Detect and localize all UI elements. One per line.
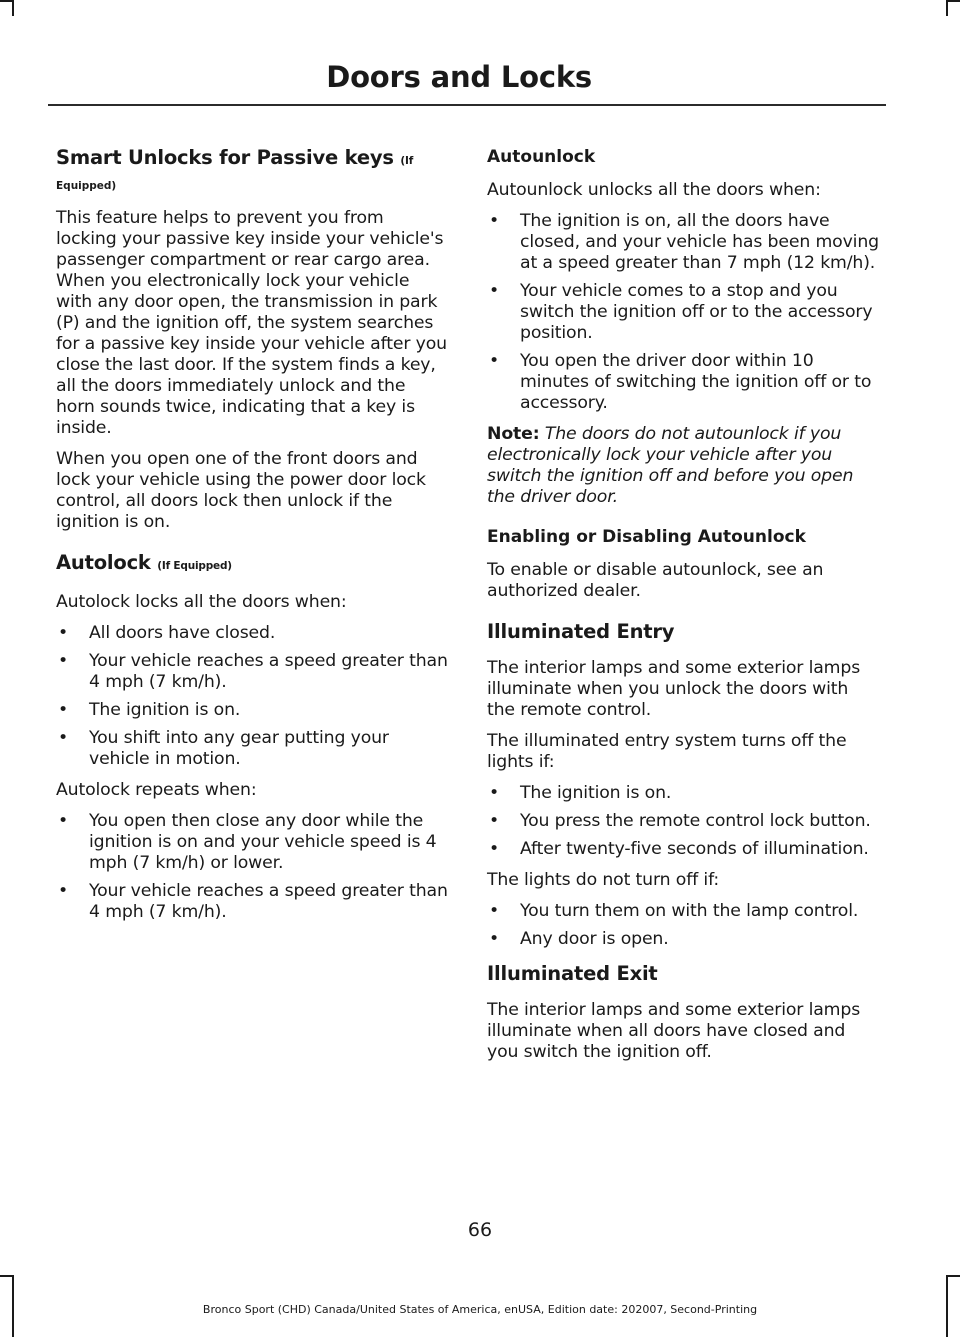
list-item xyxy=(487,929,879,950)
crop-mark xyxy=(0,1275,14,1277)
heading-text: Autolock xyxy=(56,551,151,574)
heading-text: Smart Unlocks for Passive keys xyxy=(56,146,394,169)
note-label: Note: xyxy=(487,424,540,444)
list-item-text: You shift into any gear putting your vehicle in motion. xyxy=(89,728,389,769)
bullet-icon: • xyxy=(58,811,69,831)
list-item-text: You open then close any door while the ignition is on and your vehicle speed is 4 mph (7 km/h) or lower. xyxy=(89,811,437,873)
list-item xyxy=(487,811,879,832)
list-item-text: Your vehicle reaches a speed greater than 4 mph (7 km/h). xyxy=(89,651,448,692)
list-item xyxy=(487,901,879,922)
list-item xyxy=(487,351,879,414)
bullet-icon: • xyxy=(58,881,69,901)
list-item-text: You open the driver door within 10 minutes of switching the ignition off or to accessory. xyxy=(520,351,872,413)
bullet-icon: • xyxy=(489,811,500,831)
paragraph: The lights do not turn off if: xyxy=(487,870,720,890)
paragraph: Autolock repeats when: xyxy=(56,780,257,800)
bullet-list xyxy=(56,623,448,770)
bullet-icon: • xyxy=(58,651,69,671)
header-divider xyxy=(48,104,886,106)
list-item xyxy=(487,211,879,274)
list-item-text: Your vehicle comes to a stop and you switch the ignition off or to the accessory position. xyxy=(520,281,873,343)
section-heading-autounlock: Autounlock xyxy=(487,147,596,167)
heading-qualifier-cont: Equipped) xyxy=(56,180,117,192)
footer-edition-info: Bronco Sport (CHD) Canada/United States of America, enUSA, Edition date: 202007, Second-Printing xyxy=(202,1303,758,1316)
list-item xyxy=(56,623,448,644)
bullet-icon: • xyxy=(489,839,500,859)
list-item-text: The ignition is on. xyxy=(520,783,672,803)
heading-qualifier: (If xyxy=(400,155,414,167)
list-item-text: All doors have closed. xyxy=(89,623,276,643)
bullet-icon: • xyxy=(58,700,69,720)
crop-mark xyxy=(946,1275,960,1277)
bullet-list xyxy=(487,783,879,860)
bullet-icon: • xyxy=(489,281,500,301)
section-heading-enabling-autounlock: Enabling or Disabling Autounlock xyxy=(487,527,806,547)
bullet-icon: • xyxy=(489,351,500,371)
list-item-text: You turn them on with the lamp control. xyxy=(520,901,859,921)
bullet-list xyxy=(487,211,879,414)
note xyxy=(487,424,879,508)
heading-qualifier: (If Equipped) xyxy=(157,560,232,572)
list-item xyxy=(56,728,448,770)
paragraph: Autolock locks all the doors when: xyxy=(56,592,347,612)
paragraph: To enable or disable autounlock, see an authorized dealer. xyxy=(487,560,824,601)
list-item xyxy=(56,651,448,693)
list-item xyxy=(56,881,448,923)
paragraph: The interior lamps and some exterior lamps illuminate when you unlock the doors with the remote control. xyxy=(487,658,861,720)
bullet-list xyxy=(487,901,879,950)
section-heading-autolock xyxy=(56,549,448,580)
bullet-icon: • xyxy=(489,783,500,803)
paragraph: This feature helps to prevent you from locking your passive key inside your vehicle's passenger compartment or rear cargo area. When you electronically lock your vehicle with any door open, the transmission in park (P) and the ignition off, the system searches for a passive key inside your vehicle after you close the last door. If the system finds a key, all the doors immediately unlock and the horn sounds twice, indicating that a key is inside. xyxy=(56,208,447,438)
paragraph: Autounlock unlocks all the doors when: xyxy=(487,180,821,200)
crop-mark xyxy=(0,0,12,2)
bullet-list xyxy=(56,811,448,923)
bullet-icon: • xyxy=(489,211,500,231)
paragraph: When you open one of the front doors and lock your vehicle using the power door lock control, all doors lock then unlock if the ignition is on. xyxy=(56,449,426,532)
section-heading-illuminated-entry: Illuminated Entry xyxy=(487,620,675,643)
page-title: Doors and Locks xyxy=(326,60,592,94)
crop-mark xyxy=(946,0,948,16)
list-item-text: You press the remote control lock button. xyxy=(520,811,871,831)
list-item-text: Any door is open. xyxy=(520,929,669,949)
bullet-icon: • xyxy=(489,901,500,921)
page-number: 66 xyxy=(467,1219,493,1241)
list-item-text: The ignition is on, all the doors have closed, and your vehicle has been moving at a speed greater than 7 mph (12 km/h). xyxy=(520,211,879,273)
list-item xyxy=(487,783,879,804)
bullet-icon: • xyxy=(489,929,500,949)
crop-mark xyxy=(12,0,14,16)
section-heading-illuminated-exit: Illuminated Exit xyxy=(487,962,658,985)
list-item xyxy=(487,839,879,860)
left-column xyxy=(56,144,448,933)
section-heading-smart-unlocks xyxy=(56,144,448,175)
list-item-text: The ignition is on. xyxy=(89,700,241,720)
paragraph: The illuminated entry system turns off the lights if: xyxy=(487,731,847,772)
list-item-text: After twenty-five seconds of illumination. xyxy=(520,839,869,859)
list-item xyxy=(56,811,448,874)
note-text: The doors do not autounlock if you electronically lock your vehicle after you switch the ignition off and before you open the driver door. xyxy=(487,424,854,507)
list-item xyxy=(487,281,879,344)
crop-mark xyxy=(948,0,960,2)
list-item xyxy=(56,700,448,721)
right-column xyxy=(487,144,879,1073)
list-item-text: Your vehicle reaches a speed greater than 4 mph (7 km/h). xyxy=(89,881,448,922)
paragraph: The interior lamps and some exterior lamps illuminate when all doors have closed and you switch the ignition off. xyxy=(487,1000,861,1062)
bullet-icon: • xyxy=(58,623,69,643)
bullet-icon: • xyxy=(58,728,69,748)
